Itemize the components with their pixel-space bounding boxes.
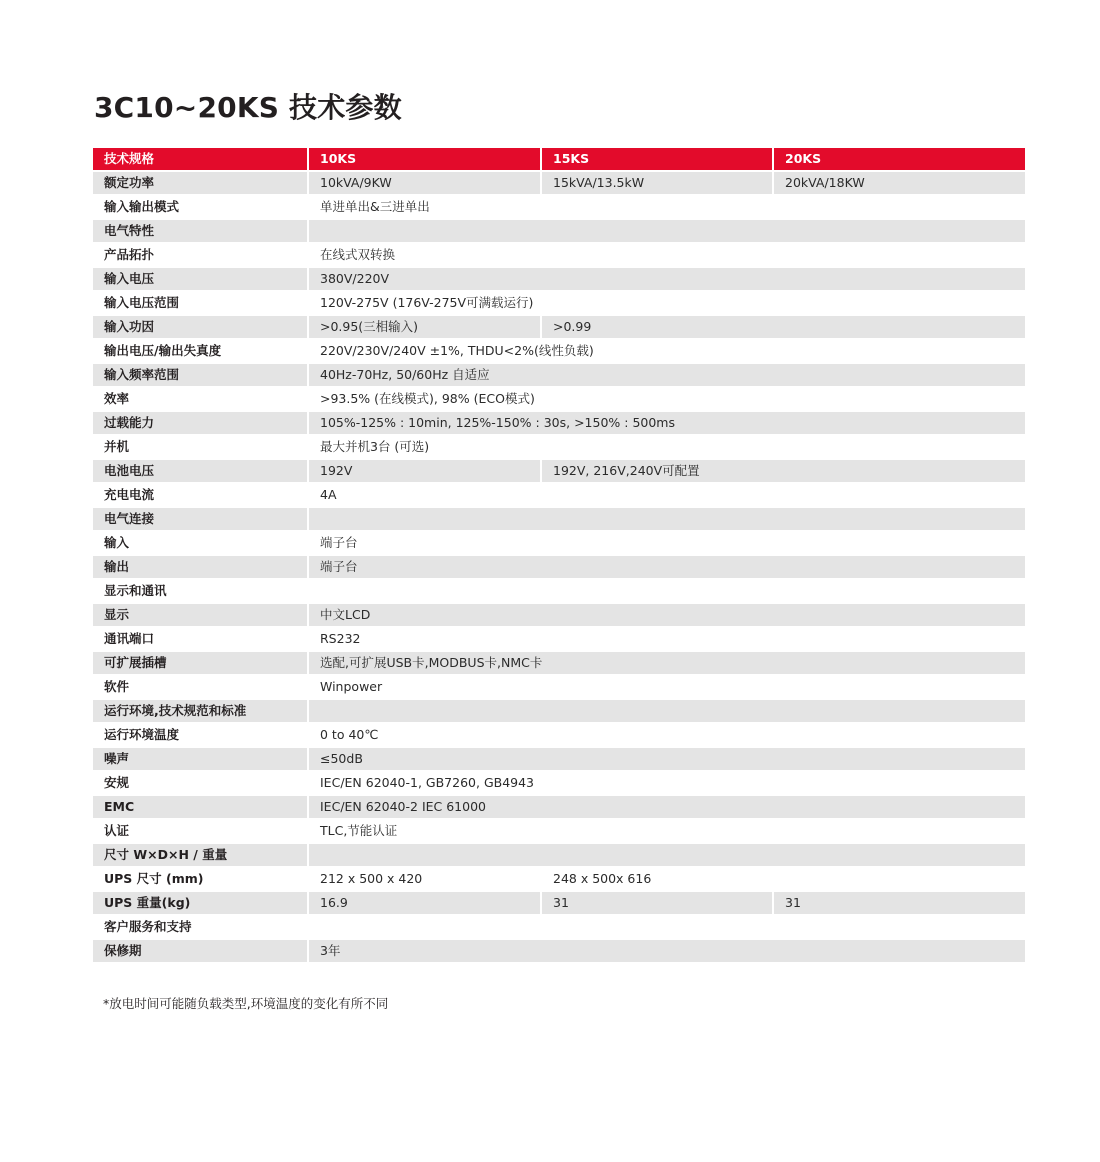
row-value: 16.9 <box>309 892 542 916</box>
row-value: 31 <box>542 892 774 916</box>
row-value: 192V, 216V,240V可配置 <box>542 460 1025 484</box>
row-value: 220V/230V/240V ±1%, THDU<2%(线性负载) <box>309 340 1025 364</box>
table-row <box>93 172 1025 196</box>
row-value: 31 <box>774 892 1025 916</box>
table-row <box>93 820 1025 844</box>
row-value: TLC,节能认证 <box>309 820 1025 844</box>
row-label: 尺寸 W×D×H / 重量 <box>93 844 309 868</box>
row-value: 212 x 500 x 420 <box>309 868 542 892</box>
row-label: 电池电压 <box>93 460 309 484</box>
table-row <box>93 628 1025 652</box>
row-value: 15kVA/13.5kW <box>542 172 774 196</box>
row-value: 10kVA/9KW <box>309 172 542 196</box>
row-label: 软件 <box>93 676 309 700</box>
table-row <box>93 436 1025 460</box>
row-value: 中文LCD <box>309 604 1025 628</box>
row-label: 额定功率 <box>93 172 309 196</box>
row-label: UPS 重量(kg) <box>93 892 309 916</box>
table-row <box>93 244 1025 268</box>
table-body <box>93 172 1025 964</box>
row-label: 可扩展插槽 <box>93 652 309 676</box>
row-value: IEC/EN 62040-2 IEC 61000 <box>309 796 1025 820</box>
table-row <box>93 892 1025 916</box>
table-row <box>93 460 1025 484</box>
footnote: *放电时间可能随负载类型,环境温度的变化有所不同 <box>103 996 389 1011</box>
row-value <box>309 508 1025 532</box>
table-row <box>93 940 1025 964</box>
row-value: >0.95(三相输入) <box>309 316 542 340</box>
table-row <box>93 676 1025 700</box>
row-label: 客户服务和支持 <box>93 916 309 940</box>
table-row <box>93 772 1025 796</box>
row-value <box>309 580 1025 604</box>
header-cell-20ks: 20KS <box>774 148 1025 172</box>
row-value: 单进单出&三进单出 <box>309 196 1025 220</box>
row-label: 输入电压范围 <box>93 292 309 316</box>
row-label: 输入频率范围 <box>93 364 309 388</box>
row-label: 保修期 <box>93 940 309 964</box>
table-row <box>93 700 1025 724</box>
row-label: 过载能力 <box>93 412 309 436</box>
table-row <box>93 484 1025 508</box>
row-value: Winpower <box>309 676 1025 700</box>
row-value: 0 to 40℃ <box>309 724 1025 748</box>
row-value: 105%-125% : 10min, 125%-150% : 30s, >150% : 500ms <box>309 412 1025 436</box>
row-label: 并机 <box>93 436 309 460</box>
table-row <box>93 748 1025 772</box>
table-row <box>93 220 1025 244</box>
table-row <box>93 196 1025 220</box>
table-row <box>93 580 1025 604</box>
row-value <box>309 916 1025 940</box>
header-cell-spec: 技术规格 <box>93 148 309 172</box>
table-row <box>93 292 1025 316</box>
table-row <box>93 364 1025 388</box>
row-label: 噪声 <box>93 748 309 772</box>
row-value <box>309 220 1025 244</box>
row-label: 认证 <box>93 820 309 844</box>
table-row <box>93 844 1025 868</box>
row-label: 输入功因 <box>93 316 309 340</box>
table-row <box>93 724 1025 748</box>
table-row <box>93 268 1025 292</box>
row-label: 安规 <box>93 772 309 796</box>
row-label: 电气特性 <box>93 220 309 244</box>
row-label: 输入输出模式 <box>93 196 309 220</box>
row-label: 充电电流 <box>93 484 309 508</box>
row-label: 产品拓扑 <box>93 244 309 268</box>
row-label: 输出电压/输出失真度 <box>93 340 309 364</box>
table-row <box>93 652 1025 676</box>
row-label: 通讯端口 <box>93 628 309 652</box>
row-label: 输出 <box>93 556 309 580</box>
row-value: 120V-275V (176V-275V可满载运行) <box>309 292 1025 316</box>
row-label: 运行环境温度 <box>93 724 309 748</box>
row-value: IEC/EN 62040-1, GB7260, GB4943 <box>309 772 1025 796</box>
table-row <box>93 388 1025 412</box>
row-value: 380V/220V <box>309 268 1025 292</box>
row-value <box>309 844 1025 868</box>
row-value: 4A <box>309 484 1025 508</box>
table-row <box>93 340 1025 364</box>
row-value <box>309 700 1025 724</box>
table-row <box>93 412 1025 436</box>
row-value: 最大并机3台 (可选) <box>309 436 1025 460</box>
row-label: UPS 尺寸 (mm) <box>93 868 309 892</box>
row-label: EMC <box>93 796 309 820</box>
row-label: 效率 <box>93 388 309 412</box>
spec-table <box>93 148 1025 964</box>
row-value: 3年 <box>309 940 1025 964</box>
row-value: 248 x 500x 616 <box>542 868 1025 892</box>
row-value: ≤50dB <box>309 748 1025 772</box>
row-value: 在线式双转换 <box>309 244 1025 268</box>
row-value: RS232 <box>309 628 1025 652</box>
row-value: 端子台 <box>309 556 1025 580</box>
table-row <box>93 796 1025 820</box>
table-row <box>93 508 1025 532</box>
row-value: >93.5% (在线模式), 98% (ECO模式) <box>309 388 1025 412</box>
row-value: 端子台 <box>309 532 1025 556</box>
table-row <box>93 604 1025 628</box>
table-row <box>93 916 1025 940</box>
header-cell-15ks: 15KS <box>542 148 774 172</box>
row-value: 选配,可扩展USB卡,MODBUS卡,NMC卡 <box>309 652 1025 676</box>
row-label: 运行环境,技术规范和标准 <box>93 700 309 724</box>
table-row <box>93 556 1025 580</box>
table-row <box>93 532 1025 556</box>
table-header-row <box>93 148 1025 172</box>
page-title: 3C10~20KS 技术参数 <box>94 91 402 124</box>
table-row <box>93 316 1025 340</box>
row-value: 40Hz-70Hz, 50/60Hz 自适应 <box>309 364 1025 388</box>
row-value: 192V <box>309 460 542 484</box>
row-label: 显示和通讯 <box>93 580 309 604</box>
row-value: >0.99 <box>542 316 1025 340</box>
row-value: 20kVA/18KW <box>774 172 1025 196</box>
row-label: 显示 <box>93 604 309 628</box>
row-label: 输入 <box>93 532 309 556</box>
row-label: 电气连接 <box>93 508 309 532</box>
header-cell-10ks: 10KS <box>309 148 542 172</box>
row-label: 输入电压 <box>93 268 309 292</box>
table-row <box>93 868 1025 892</box>
